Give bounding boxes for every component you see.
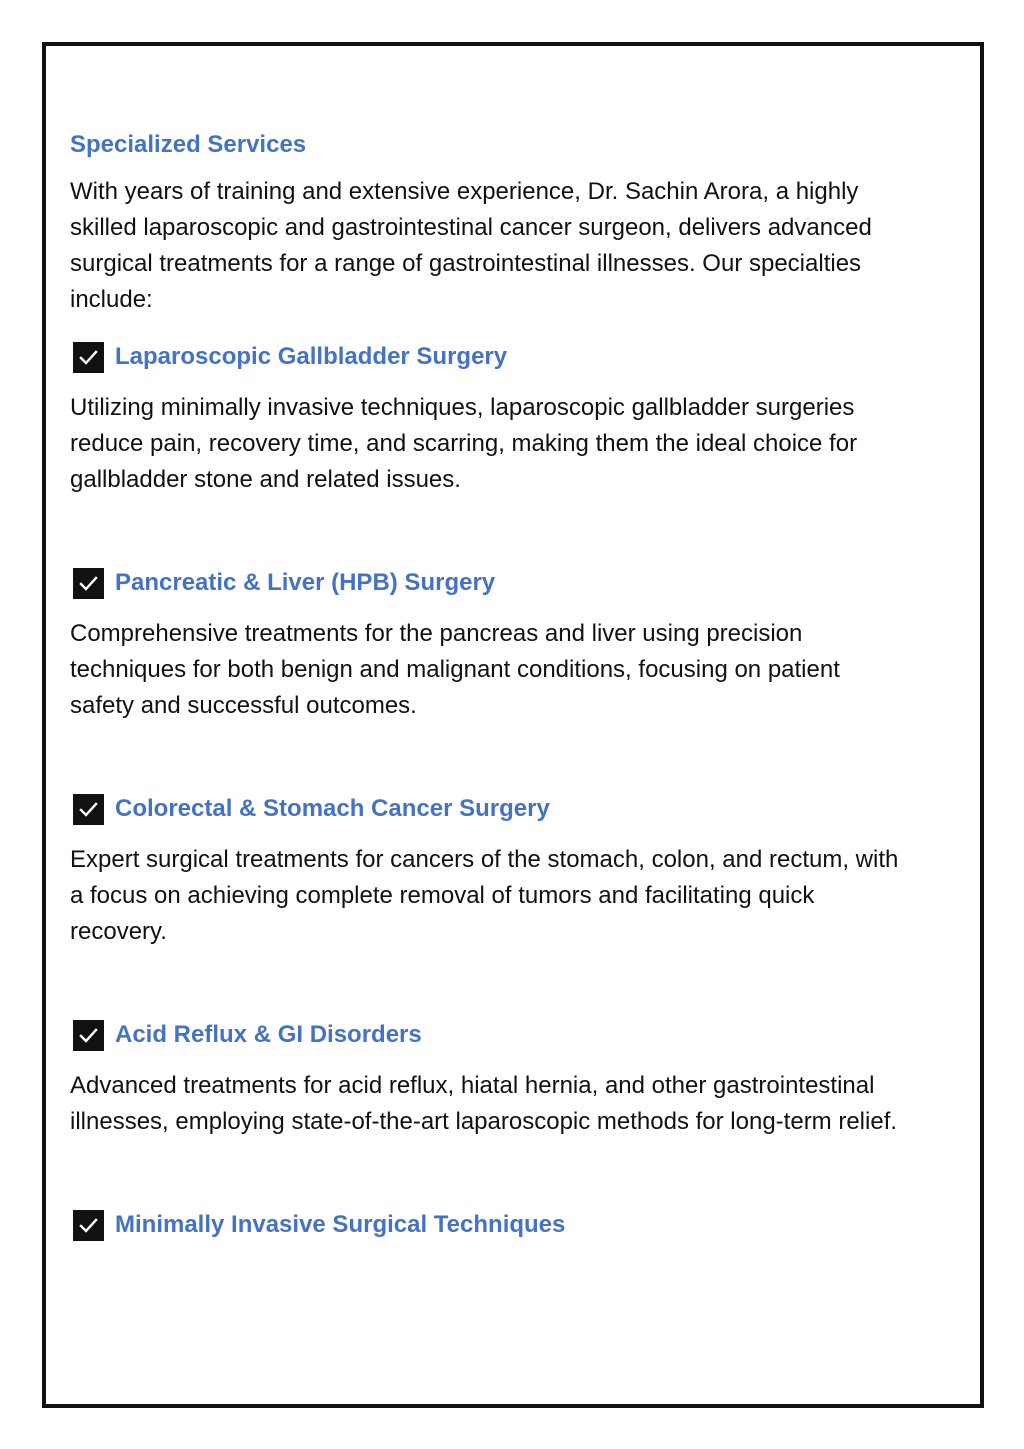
service-heading bbox=[70, 1018, 910, 1052]
section-title: Specialized Services bbox=[70, 131, 307, 158]
intro-paragraph: With years of training and extensive experience, Dr. Sachin Arora, a highly skilled laparoscopic and gastrointestinal cancer surgeon, delivers advanced surgical treatments for a range of gastrointestinal illnesses. Our specialties include: bbox=[70, 178, 872, 313]
checked-checkbox-icon bbox=[73, 1210, 104, 1241]
service-item-minimally-invasive bbox=[70, 1208, 910, 1242]
checked-checkbox-icon bbox=[73, 568, 104, 599]
service-heading bbox=[70, 566, 910, 600]
service-title: Laparoscopic Gallbladder Surgery bbox=[115, 343, 508, 370]
service-description: Expert surgical treatments for cancers of the stomach, colon, and rectum, with a focus on achieving complete removal of tumors and facilitating quick recovery. bbox=[70, 846, 899, 945]
service-item-gallbladder bbox=[70, 340, 910, 544]
document-content bbox=[70, 128, 910, 1258]
checked-checkbox-icon bbox=[73, 1020, 104, 1051]
service-title: Minimally Invasive Surgical Techniques bbox=[115, 1211, 566, 1238]
service-title: Colorectal & Stomach Cancer Surgery bbox=[115, 795, 550, 822]
service-title: Acid Reflux & GI Disorders bbox=[115, 1021, 422, 1048]
checked-checkbox-icon bbox=[73, 342, 104, 373]
service-description: Comprehensive treatments for the pancreas and liver using precision techniques for both benign and malignant conditions, focusing on patient safety and successful outcomes. bbox=[70, 620, 840, 719]
service-heading bbox=[70, 340, 910, 374]
service-description: Advanced treatments for acid reflux, hiatal hernia, and other gastrointestinal illnesses, employing state-of-the-art laparoscopic methods for long-term relief. bbox=[70, 1072, 898, 1135]
service-item-acid-reflux bbox=[70, 1018, 910, 1186]
service-heading bbox=[70, 792, 910, 826]
service-item-colorectal bbox=[70, 792, 910, 996]
checked-checkbox-icon bbox=[73, 794, 104, 825]
service-description: Utilizing minimally invasive techniques, laparoscopic gallbladder surgeries reduce pain, recovery time, and scarring, making them the ideal choice for gallbladder stone and related issues. bbox=[70, 394, 858, 493]
service-heading bbox=[70, 1208, 910, 1242]
service-title: Pancreatic & Liver (HPB) Surgery bbox=[115, 569, 496, 596]
service-item-hpb bbox=[70, 566, 910, 770]
